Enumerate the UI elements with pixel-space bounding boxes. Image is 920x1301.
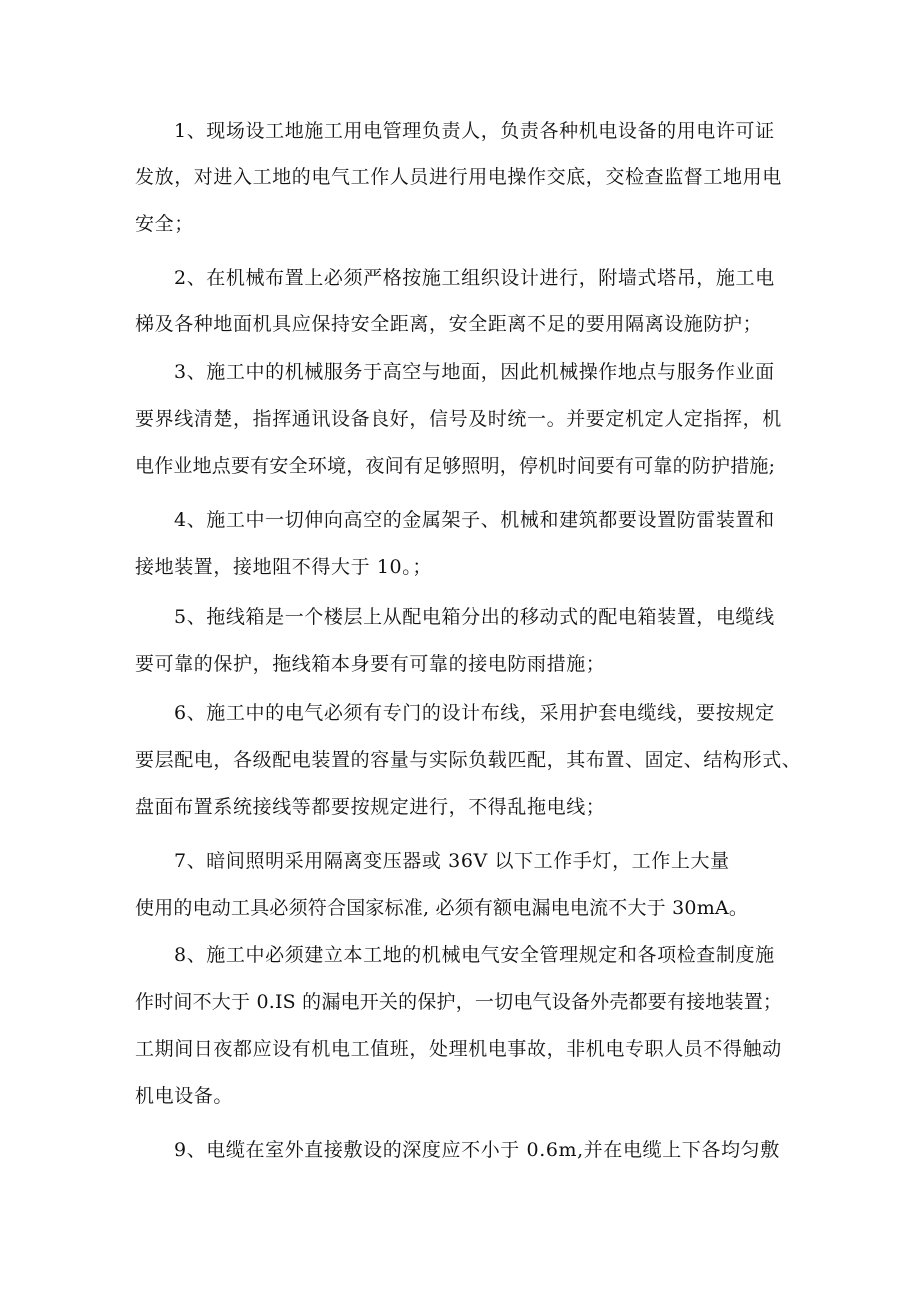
paragraph-8-line-1: 8、施工中必须建立本工地的机械电气安全管理规定和各项检查制度施 — [174, 944, 775, 966]
paragraph-4-line-1: 4、施工中一切伸向高空的金属架子、机械和建筑都要设置防雷装置和 — [174, 509, 775, 531]
paragraph-2-line-2: 梯及各种地面机具应保持安全距离，安全距离不足的要用隔离设施防护； — [135, 313, 763, 335]
paragraph-8-line-2: 作时间不大于 0.IS 的漏电开关的保护，一切电气设备外壳都要有接地装置； — [135, 991, 783, 1013]
paragraph-5-line-1: 5、拖线箱是一个楼层上从配电箱分出的移动式的配电箱装置，电缆线 — [174, 606, 775, 628]
paragraph-1-line-2: 发放，对进入工地的电气工作人员进行用电操作交底，交检查监督工地用电 — [135, 166, 782, 188]
paragraph-2-line-1: 2、在机械布置上必须严格按施工组织设计进行，附墙式塔吊，施工电 — [174, 267, 775, 289]
paragraph-3-line-1: 3、施工中的机械服务于高空与地面，因此机械操作地点与服务作业面 — [174, 361, 775, 383]
paragraph-1-line-1: 1、现场设工地施工用电管理负责人，负责各种机电设备的用电许可证 — [174, 120, 775, 142]
paragraph-8-line-3: 工期间日夜都应设有机电工值班，处理机电事故，非机电专职人员不得触动 — [135, 1038, 782, 1060]
paragraph-8-line-4: 机电设备。 — [135, 1085, 234, 1107]
paragraph-4-line-2: 接地装置，接地阻不得大于 10。； — [135, 556, 432, 578]
paragraph-6-line-2: 要层配电，各级配电装置的容量与实际负载匹配，其布置、固定、结构形式、 — [135, 749, 802, 771]
paragraph-7-line-2: 使用的电动工具必须符合国家标准, 必须有额电漏电电流不大于 30mA。 — [135, 897, 749, 919]
paragraph-3-line-3: 电作业地点要有安全环境，夜间有足够照明，停机时间要有可靠的防护措施; — [135, 455, 776, 477]
paragraph-3-line-2: 要界线清楚，指挥通讯设备良好，信号及时统一。并要定机定人定指挥，机 — [135, 408, 782, 430]
paragraph-7-line-1: 7、暗间照明采用隔离变压器或 36V 以下工作手灯，工作上大量 — [174, 850, 730, 872]
paragraph-6-line-1: 6、施工中的电气必须有专门的设计布线，采用护套电缆线，要按规定 — [174, 702, 775, 724]
paragraph-9-line-1: 9、电缆在室外直接敷设的深度应不小于 0.6m,并在电缆上下各均匀敷 — [174, 1139, 780, 1161]
paragraph-5-line-2: 要可靠的保护，拖线箱本身要有可靠的接电防雨措施； — [135, 653, 606, 675]
paragraph-1-line-3: 安全； — [135, 213, 194, 235]
paragraph-6-line-3: 盘面布置系统接线等都要按规定进行，不得乱拖电线； — [135, 796, 606, 818]
